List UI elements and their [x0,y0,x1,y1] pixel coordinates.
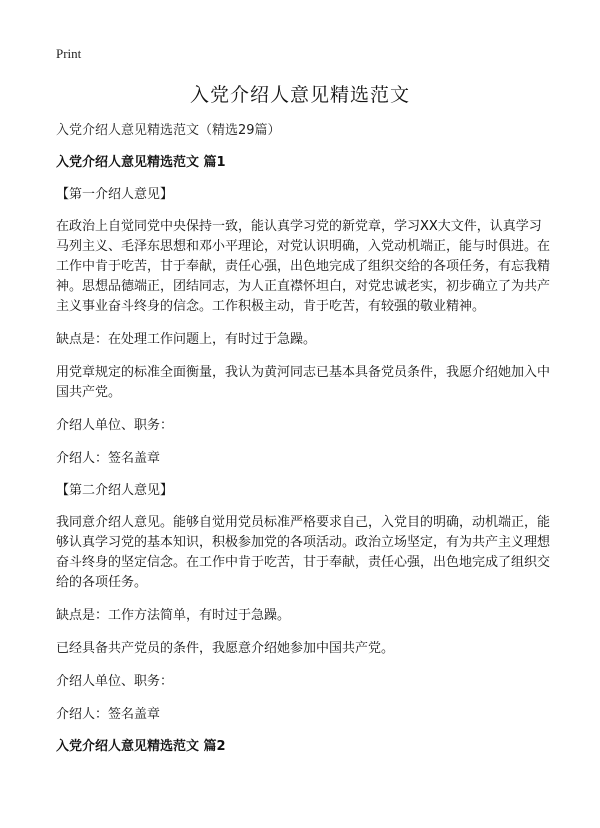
section-heading-2: 入党介绍人意见精选范文 篇2 [56,739,226,754]
first-introducer-conclusion: 用党章规定的标准全面衡量，我认为黄河同志已基本具备党员条件，我愿介绍她加入中国共产党。 [56,365,551,400]
second-introducer-fault: 缺点是：工作方法简单，有时过于急躁。 [56,608,291,623]
second-introducer-conclusion: 已经具备共产党员的条件，我愿意介绍她参加中国共产党。 [56,641,395,656]
second-introducer-text: 我同意介绍人意见。能够自觉用党员标准严格要求自己，入党目的明确，动机端正，能够认真学习党的基本知识，积极参加党的各项活动。政治立场坚定，有为共产主义理想奋斗终身的坚定信念。在工作中肯于吃苦，甘于奉献，责任心强，出色地完成了组织交给的各项任务。 [56,515,551,590]
second-introducer-unit: 介绍人单位、职务： [56,674,174,689]
first-introducer-unit: 介绍人单位、职务： [56,418,174,433]
second-introducer-sign: 介绍人：签名盖章 [56,707,161,722]
document-subtitle: 入党介绍人意见精选范文（精选29篇） [56,123,281,138]
first-introducer-text: 在政治上自觉同党中央保持一致，能认真学习党的新党章，学习XX大文件，认真学习马列主义、毛泽东思想和邓小平理论，对党认识明确，入党动机端正，能与时俱进。在工作中肯于吃苦，甘于奉献，责任心强，出色地完成了组织交给的各项任务，有忘我精神。思想品德端正，团结同志，为人正直襟怀坦白，对党忠诚老实，初步确立了为共产主义事业奋斗终身的信念。工作积极主动，肯于吃苦，有较强的敬业精神。 [56,219,551,314]
print-label: Print [56,46,82,61]
section-heading-1: 入党介绍人意见精选范文 篇1 [56,155,226,170]
first-introducer-sign: 介绍人：签名盖章 [56,451,161,466]
document-body [56,121,554,757]
first-introducer-label: 【第一介绍人意见】 [56,187,174,202]
first-introducer-fault: 缺点是：在处理工作问题上，有时过于急躁。 [56,332,317,347]
document-title: 入党介绍人意见精选范文 [189,84,410,106]
second-introducer-label: 【第二介绍人意见】 [56,483,174,498]
